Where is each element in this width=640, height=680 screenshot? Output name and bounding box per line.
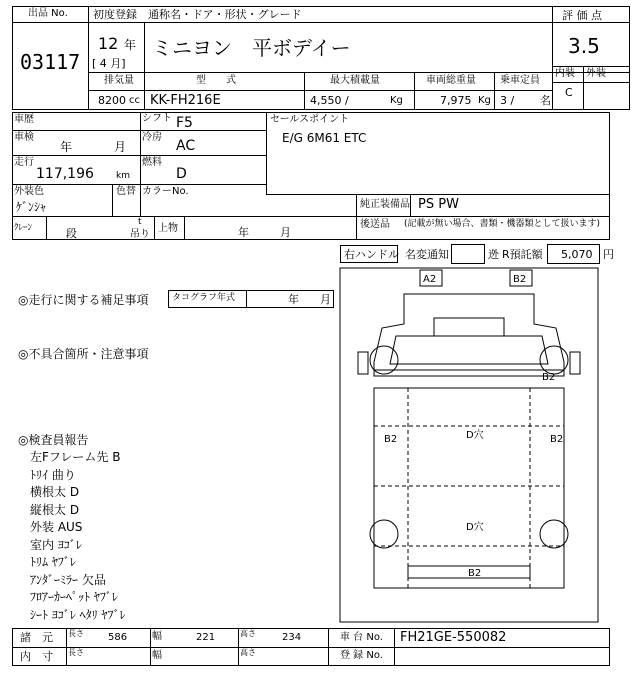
registration-month: [ 4 月]: [92, 57, 126, 70]
defect-notes-label: ◎不具合箇所・注意事項: [18, 347, 149, 361]
recycle-deposit-label: R預託額: [502, 248, 543, 261]
width-label: 幅: [152, 631, 162, 642]
windshield: [390, 336, 548, 364]
mirror-left: [358, 352, 368, 374]
crane-ton-unit: t: [138, 217, 142, 227]
capacity-value: 3 /: [500, 94, 515, 107]
model-name: ミニヨン 平ボデイー: [152, 36, 351, 60]
inspector-report-line: ﾄﾘﾑ ﾔﾌﾞﾚ: [30, 555, 76, 569]
roof: [434, 318, 504, 336]
mileage-value: 117,196: [36, 166, 94, 182]
displacement-unit: cc: [129, 95, 140, 106]
max-load-label: 最大積載量: [330, 75, 380, 86]
truck-diagram: [338, 266, 600, 624]
inspector-report-line: 左Fフレーム先 B: [30, 450, 121, 464]
height-label: 高さ: [240, 629, 256, 638]
crane-hang-unit: 吊り: [130, 229, 150, 240]
diagram-mark-b2-rear: B2: [468, 568, 482, 579]
sales-point-label: セールスポイント: [270, 114, 350, 125]
inspector-report-line: ｼｰﾄ ﾖｺﾞﾚ ﾍﾀﾘ ﾔﾌﾞﾚ: [30, 607, 126, 622]
chassis-label: 車 台 No.: [340, 632, 383, 643]
model-code: KK-FH216E: [150, 93, 221, 108]
travel-notes-label: ◎走行に関する補足事項: [18, 293, 149, 307]
steering-side: 右ハンドル: [344, 248, 399, 261]
inner-width-label: 幅: [152, 650, 162, 661]
displacement-label: 排気量: [104, 75, 134, 86]
overall-grade: 3.5: [568, 34, 600, 58]
upper-body-month: 月: [280, 226, 291, 239]
crane-label: ｸﾚｰﾝ: [14, 223, 33, 233]
diagram-mark-b2-right-upper: B2: [542, 372, 556, 383]
inner-dims-label: 内 寸: [20, 650, 53, 663]
upper-body-label: 上物: [158, 223, 178, 234]
gross-weight-label: 車両総重量: [426, 75, 476, 86]
inspector-report-line: ﾌﾛｱｰｶｰﾍﾟｯﾄ ﾔﾌﾞﾚ: [30, 590, 118, 604]
shift-value: F5: [176, 115, 193, 131]
mileage-label: 走行: [14, 157, 34, 168]
inspector-report-label: ◎検査員報告: [18, 433, 89, 447]
diagram-mark-b2-right: B2: [550, 434, 564, 445]
history-label: 車歴: [14, 114, 34, 125]
model-code-label: 型 式: [196, 75, 236, 86]
tachograph-month: 月: [320, 293, 331, 306]
inspector-report-line: 縦根太 D: [30, 502, 80, 517]
capacity-unit: 名: [540, 94, 551, 107]
grade-label: 評 価 点: [562, 9, 602, 22]
equipment-label: 純正装備品: [360, 199, 410, 210]
width-value: 221: [196, 632, 216, 643]
length-label: 長さ: [68, 629, 84, 638]
lot-number: 03117: [20, 50, 81, 74]
registration-year: 12: [98, 34, 119, 53]
mileage-unit: km: [116, 171, 130, 181]
ac-value: AC: [176, 138, 196, 154]
tachograph-label: タコグラフ年式: [172, 293, 236, 303]
tachograph-year: 年: [288, 293, 299, 306]
color-value: ｹﾞﾝｼｬ: [16, 200, 47, 214]
gross-weight-unit: Kg: [478, 95, 491, 106]
inspector-report-line: 横根太 D: [30, 485, 80, 499]
length-value: 586: [108, 632, 128, 643]
inspector-report-line: ｱﾝﾀﾞｰﾐﾗｰ 欠品: [30, 572, 106, 587]
displacement-value: 8200: [98, 94, 126, 107]
color-number-label: カラーNo.: [142, 186, 189, 197]
height-value: 234: [282, 632, 302, 643]
r-mark: 迯: [488, 248, 499, 261]
lot-label: 出品 No.: [28, 8, 68, 19]
after-shipment-note: (記載が無い場合、書類・機器類として扱います): [404, 219, 601, 229]
ac-label: 冷房: [142, 132, 162, 143]
equipment-value: PS PW: [418, 197, 459, 212]
meter-change-label: 名変通知: [405, 248, 449, 261]
recycle-deposit-amount: 5,070: [561, 248, 593, 261]
registration-number-label: 登 録 No.: [340, 650, 383, 661]
registration-year-unit: 年: [124, 38, 137, 52]
interior-grade-label: 内装: [555, 68, 575, 79]
inspection-year: 年: [60, 140, 73, 154]
chassis-number: FH21GE-550082: [400, 630, 507, 645]
interior-grade: C: [565, 86, 573, 99]
upper-body-year: 年: [238, 226, 249, 239]
mirror-right: [570, 352, 580, 374]
inspector-report-line: 室内 ﾖｺﾞﾚ: [30, 537, 82, 552]
cargo-bed: [374, 388, 564, 588]
inner-height-label: 高さ: [240, 648, 256, 657]
sales-point-value: E/G 6M61 ETC: [282, 131, 367, 145]
max-load-value: 4,550 /: [310, 94, 349, 107]
inspector-report-line: ﾄﾘｲ 曲り: [30, 467, 76, 482]
model-name-label: 通称名・ドア・形状・グレード: [148, 8, 302, 21]
shift-label: シフト: [142, 113, 172, 124]
after-shipment-label: 後送品: [360, 219, 390, 230]
diagram-mark-b2-left: B2: [384, 434, 398, 445]
inspector-report-line: 外装 AUS: [30, 520, 83, 534]
crane-stage-unit: 段: [66, 227, 77, 240]
color-label: 外装色: [14, 186, 44, 197]
diagram-mark-d-hole-upper: D穴: [466, 430, 484, 441]
inspection-label: 車検: [14, 132, 34, 143]
fuel-value: D: [176, 166, 187, 182]
diagram-mark-d-hole-lower: D穴: [466, 522, 484, 533]
first-registration-label: 初度登録: [93, 8, 137, 21]
diagram-mark-b2-front: B2: [513, 274, 527, 285]
inner-length-label: 長さ: [68, 648, 84, 657]
gross-weight-value: 7,975: [440, 94, 472, 107]
fuel-label: 燃料: [142, 157, 162, 168]
capacity-label: 乗車定員: [500, 75, 540, 86]
diagram-mark-a2-front: A2: [423, 274, 437, 285]
recycle-deposit-unit: 円: [603, 248, 614, 261]
inspection-month: 月: [114, 140, 127, 154]
dims-label: 諸 元: [20, 631, 53, 644]
color-change-label: 色替: [116, 186, 136, 197]
max-load-unit: Kg: [390, 95, 403, 106]
exterior-grade-label: 外装: [586, 68, 606, 79]
